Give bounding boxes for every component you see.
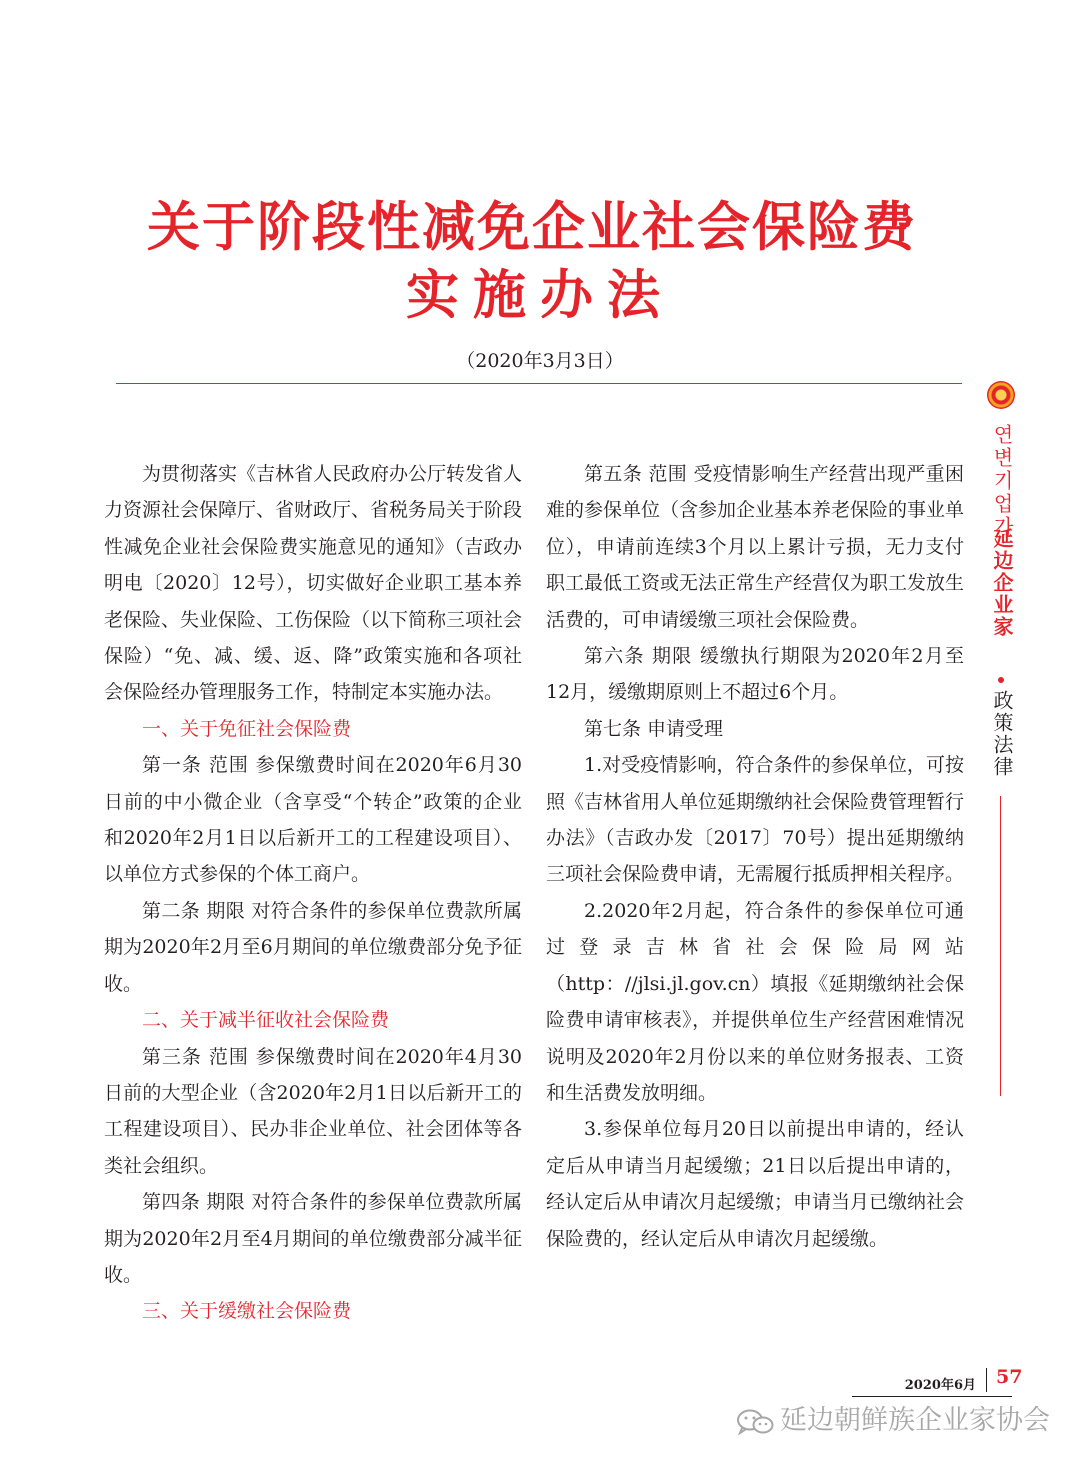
intro-paragraph: 为贯彻落实《吉林省人民政府办公厅转发省人力资源社会保障厅、省财政厅、省税务局关于阶段性减免企业社会保险费实施意见的通知》（吉政办明电〔2020〕12号），切实做好企业职工基本养老保险、失业保险、工伤保险（以下简称三项社会保险）“免、减、缓、返、降”政策实施和各项社会保险经办管理服务工作，特制定本实施办法。	[104, 463, 523, 704]
title-divider	[116, 383, 962, 384]
watermark-text: 延边朝鲜族企业家协会	[780, 1405, 1050, 1436]
wechat-icon	[736, 1409, 774, 1435]
article-7-heading: 第七条 申请受理	[584, 717, 724, 740]
page-number: 57	[996, 1366, 1023, 1388]
side-section-name: 政策法律	[990, 690, 1014, 778]
section-heading-2: 二、关于减半征收社会保险费	[142, 1009, 390, 1032]
side-separator-dot	[998, 677, 1004, 683]
article-7-item-3: 3.参保单位每月20日以前提出申请的，经认定后从申请当月起缓缴；21日以后提出申请的，经认定后从申请次月起缓缴；申请当月已缴纳社会保险费的，经认定后从申请次月起缓缴。	[546, 1118, 965, 1250]
article-6-paragraph: 第六条 期限 缓缴执行期限为2020年2月至12月，缓缴期原则上不超过6个月。	[546, 645, 964, 704]
article-1-paragraph: 第一条 范围 参保缴费时间在2020年6月30日前的中小微企业（含享受“个转企”政策的企业和2020年2月1日以后新开工的工程建设项目）、以单位方式参保的个体工商户。	[104, 754, 522, 886]
article-date: （2020年3月3日）	[456, 350, 624, 372]
side-rule	[1000, 796, 1001, 1096]
article-7-item-1: 1.对受疫情影响，符合条件的参保单位，可按照《吉林省用人单位延期缴纳社会保险费管理暂行办法》（吉政办发〔2017〕70号）提出延期缴纳三项社会保险费申请，无需履行抵质押相关程序。	[546, 754, 965, 886]
emblem-icon	[987, 381, 1015, 409]
side-magazine-name-chinese: 延边企业家	[990, 528, 1014, 638]
section-heading-1: 一、关于免征社会保险费	[142, 717, 352, 740]
section-heading-3: 三、关于缓缴社会保险费	[142, 1300, 352, 1323]
article-2-paragraph: 第二条 期限 对符合条件的参保单位费款所属期为2020年2月至6月期间的单位缴费部分免予征收。	[104, 899, 522, 995]
article-5-paragraph: 第五条 范围 受疫情影响生产经营出现严重困难的参保单位（含参加企业基本养老保险的事业单位），申请前连续3个月以上累计亏损，无力支付职工最低工资或无法正常生产经营仅为职工发放生活费的，可申请缓缴三项社会保险费。	[546, 463, 965, 631]
left-column	[104, 456, 522, 1330]
side-magazine-name-korean: 연변기업가	[990, 424, 1014, 539]
footer-separator	[986, 1368, 987, 1392]
footer-rule	[852, 1396, 1012, 1397]
footer-issue: 2020年6月	[904, 1378, 976, 1393]
article-title-line-2: 实施办法	[406, 265, 674, 326]
article-4-paragraph: 第四条 期限 对符合条件的参保单位费款所属期为2020年2月至4月期间的单位缴费部分减半征收。	[104, 1191, 522, 1286]
right-column	[546, 456, 964, 1257]
article-title-line-1: 关于阶段性减免企业社会保险费	[147, 197, 917, 258]
article-7-item-2: 2.2020年2月起，符合条件的参保单位可通过登录吉林省社会保险局网站（http：//jlsi.jl.gov.cn）填报《延期缴纳社会保险费申请审核表》，并提供单位生产经营困难情况说明及2020年2月份以来的单位财务报表、工资和生活费发放明细。	[546, 899, 964, 1104]
article-3-paragraph: 第三条 范围 参保缴费时间在2020年4月30日前的大型企业（含2020年2月1日以后新开工的工程建设项目）、民办非企业单位、社会团体等各类社会组织。	[104, 1045, 522, 1177]
